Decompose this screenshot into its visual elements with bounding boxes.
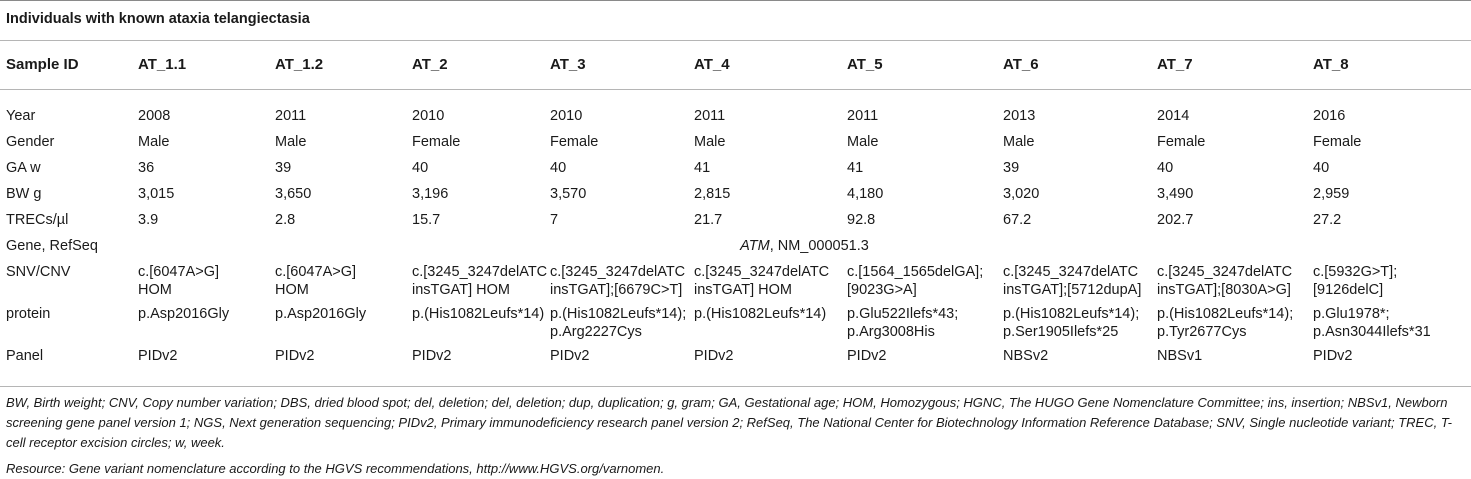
table-cell: 2010 xyxy=(412,108,445,124)
table-row-bw xyxy=(0,183,1471,209)
row-label: protein xyxy=(6,306,51,322)
table-cell: 2013 xyxy=(1003,108,1036,124)
table-row-gender xyxy=(0,131,1471,157)
table-cell: 40 xyxy=(1157,160,1174,176)
table-cell: PIDv2 xyxy=(138,348,178,364)
table-cell: 3,490 xyxy=(1157,186,1194,202)
table-cell: Female xyxy=(1157,134,1206,150)
table-cell: 67.2 xyxy=(1003,212,1032,228)
header-cell: AT_5 xyxy=(847,56,883,73)
header-cell: AT_6 xyxy=(1003,56,1039,73)
cell-line: p.Tyr2677Cys xyxy=(1157,324,1247,340)
row-label: GA w xyxy=(6,160,41,176)
header-cell: Sample ID xyxy=(6,56,79,73)
cell-line: insTGAT] HOM xyxy=(412,282,511,298)
table-cell: 2,815 xyxy=(694,186,731,202)
table-row-snv xyxy=(0,261,1471,303)
bottom-rule xyxy=(0,386,1471,387)
table-cell xyxy=(544,303,688,345)
header-cell: AT_2 xyxy=(412,56,448,73)
cell-line: p.Glu522Ilefs*43; xyxy=(847,306,959,322)
table-cell: 27.2 xyxy=(1313,212,1342,228)
table-cell: 3,196 xyxy=(412,186,449,202)
table-cell xyxy=(1307,303,1471,345)
table-cell: Female xyxy=(1313,134,1362,150)
table-cell: PIDv2 xyxy=(275,348,315,364)
top-rule xyxy=(0,0,1471,1)
table-cell xyxy=(1151,261,1307,303)
table-cell: 2016 xyxy=(1313,108,1346,124)
table-cell: 2011 xyxy=(275,108,307,124)
table-cell xyxy=(841,303,997,345)
cell-line: insTGAT];[8030A>G] xyxy=(1157,282,1291,298)
table-cell: PIDv2 xyxy=(550,348,590,364)
header-cell: AT_8 xyxy=(1313,56,1349,73)
cell-line: HOM xyxy=(138,282,172,298)
cell-line: c.[1564_1565delGA]; xyxy=(847,264,984,280)
table-cell xyxy=(1307,261,1471,303)
table-cell: PIDv2 xyxy=(847,348,887,364)
table-row-trecs xyxy=(0,209,1471,235)
table-cell xyxy=(688,303,841,345)
table-cell: 3.9 xyxy=(138,212,159,228)
row-label: SNV/CNV xyxy=(6,264,71,280)
table-cell: 21.7 xyxy=(694,212,723,228)
table-cell: 40 xyxy=(550,160,567,176)
header-cell: AT_1.2 xyxy=(275,56,324,73)
cell-line: c.[3245_3247delATC xyxy=(412,264,548,280)
table-row-gene xyxy=(0,235,1471,261)
table-footnotes xyxy=(6,393,1466,479)
table-cell: 2014 xyxy=(1157,108,1190,124)
table-cell: Female xyxy=(412,134,461,150)
table-cell: 40 xyxy=(412,160,429,176)
header-cell: AT_3 xyxy=(550,56,586,73)
table-cell: 2,959 xyxy=(1313,186,1350,202)
table-caption: Individuals with known ataxia telangiectasia xyxy=(6,11,310,27)
cell-line: p.(His1082Leufs*14); xyxy=(1003,306,1140,322)
table-cell: 41 xyxy=(694,160,711,176)
table-cell: 40 xyxy=(1313,160,1330,176)
table-cell: 39 xyxy=(1003,160,1020,176)
cell-line: p.(His1082Leufs*14) xyxy=(412,306,545,322)
table-cell: 39 xyxy=(275,160,292,176)
table-cell: 3,570 xyxy=(550,186,587,202)
cell-line: insTGAT];[6679C>T] xyxy=(550,282,683,298)
table-cell: 4,180 xyxy=(847,186,884,202)
table-cell: 92.8 xyxy=(847,212,876,228)
table-cell: NBSv2 xyxy=(1003,348,1049,364)
cell-line: c.[3245_3247delATC xyxy=(550,264,686,280)
cell-line: c.[3245_3247delATC xyxy=(1157,264,1293,280)
table-cell xyxy=(406,303,544,345)
cell-line: p.Ser1905Ilefs*25 xyxy=(1003,324,1119,340)
table-cell xyxy=(132,303,269,345)
cell-line: HOM xyxy=(275,282,309,298)
cell-line: [9126delC] xyxy=(1313,282,1384,298)
refseq-id: , NM_000051.3 xyxy=(769,238,869,254)
table-cell: 2.8 xyxy=(275,212,296,228)
table-cell: 202.7 xyxy=(1157,212,1194,228)
table-cell xyxy=(132,261,269,303)
table-cell xyxy=(997,303,1151,345)
cell-line: p.Asp2016Gly xyxy=(138,306,230,322)
cell-line: insTGAT];[5712dupA] xyxy=(1003,282,1142,298)
table-cell xyxy=(269,303,406,345)
table-cell xyxy=(841,261,997,303)
table-cell: 15.7 xyxy=(412,212,441,228)
row-label: Year xyxy=(6,108,36,124)
table-cell: NBSv1 xyxy=(1157,348,1203,364)
table-row-panel xyxy=(0,345,1471,377)
cell-line: p.Arg3008His xyxy=(847,324,935,340)
row-label: Gene, RefSeq xyxy=(6,238,98,254)
resource-footnote: Resource: Gene variant nomenclature according to the HGVS recommendations, http://www.HGVS.org/varnomen. xyxy=(6,461,665,476)
row-label: TRECs/µl xyxy=(6,212,69,228)
gene-refseq-cell xyxy=(132,235,1471,261)
table-cell: 36 xyxy=(138,160,155,176)
table-cell: Female xyxy=(550,134,599,150)
table-cell: 41 xyxy=(847,160,864,176)
cell-line: p.Asp2016Gly xyxy=(275,306,367,322)
row-label: Gender xyxy=(6,134,55,150)
row-label: BW g xyxy=(6,186,42,202)
table-cell xyxy=(688,261,841,303)
table-cell: 2008 xyxy=(138,108,171,124)
cell-line: [9023G>A] xyxy=(847,282,917,298)
table-row-protein xyxy=(0,303,1471,345)
table-row-ga xyxy=(0,157,1471,183)
table-cell xyxy=(1151,303,1307,345)
table-cell xyxy=(406,261,548,303)
cell-line: p.Asn3044Ilefs*31 xyxy=(1313,324,1431,340)
table-cell xyxy=(997,261,1151,303)
table-cell: PIDv2 xyxy=(694,348,734,364)
cell-line: p.(His1082Leufs*14) xyxy=(694,306,827,322)
table-cell: 2011 xyxy=(847,108,879,124)
table-cell: PIDv2 xyxy=(412,348,452,364)
cell-line: c.[6047A>G] xyxy=(138,264,220,280)
caption-rule xyxy=(0,40,1471,41)
header-cell: AT_1.1 xyxy=(138,56,187,73)
table-cell xyxy=(544,261,688,303)
table-cell: 3,015 xyxy=(138,186,175,202)
table-cell: 3,650 xyxy=(275,186,312,202)
gene-name: ATM xyxy=(740,238,770,254)
header-row xyxy=(0,50,1471,95)
table-cell: Male xyxy=(694,134,726,150)
row-label: Panel xyxy=(6,348,44,364)
cell-line: c.[5932G>T]; xyxy=(1313,264,1398,280)
abbreviations-footnote: BW, Birth weight; CNV, Copy number variation; DBS, dried blood spot; del, deletion; del, deletion; dup, duplication; g, gram; GA, Gestational age; HOM, Homozygous; HGNC, The HUGO Gene Nomenclature Committee; ins, insertion; NBSv1, Newborn screening gene panel version 1; NGS, Next generation sequencing; PIDv2, Primary immunodeficiency research panel version 2; RefSeq, The National Center for Biotechnology Information Reference Database; SNV, Single nucleotide variant; TREC, T-cell receptor excision circles; w, week. xyxy=(6,395,1452,450)
table-cell: 2011 xyxy=(694,108,726,124)
cell-line: c.[3245_3247delATC xyxy=(694,264,830,280)
header-cell: AT_4 xyxy=(694,56,730,73)
cell-line: c.[3245_3247delATC xyxy=(1003,264,1139,280)
table-cell xyxy=(269,261,406,303)
table-cell: 2010 xyxy=(550,108,583,124)
cell-line: p.Arg2227Cys xyxy=(550,324,642,340)
table-cell: Male xyxy=(847,134,879,150)
table-cell: 7 xyxy=(550,212,559,228)
table-cell: Male xyxy=(138,134,170,150)
table-cell: Male xyxy=(275,134,307,150)
cell-line: p.(His1082Leufs*14); xyxy=(1157,306,1294,322)
table-cell: PIDv2 xyxy=(1313,348,1353,364)
header-cell: AT_7 xyxy=(1157,56,1193,73)
cell-line: insTGAT] HOM xyxy=(694,282,793,298)
cell-line: c.[6047A>G] xyxy=(275,264,357,280)
data-table xyxy=(0,50,1471,377)
cell-line: p.(His1082Leufs*14); xyxy=(550,306,687,322)
table-cell: Male xyxy=(1003,134,1035,150)
table-row-year xyxy=(0,105,1471,131)
table-cell: 3,020 xyxy=(1003,186,1040,202)
cell-line: p.Glu1978*; xyxy=(1313,306,1390,322)
